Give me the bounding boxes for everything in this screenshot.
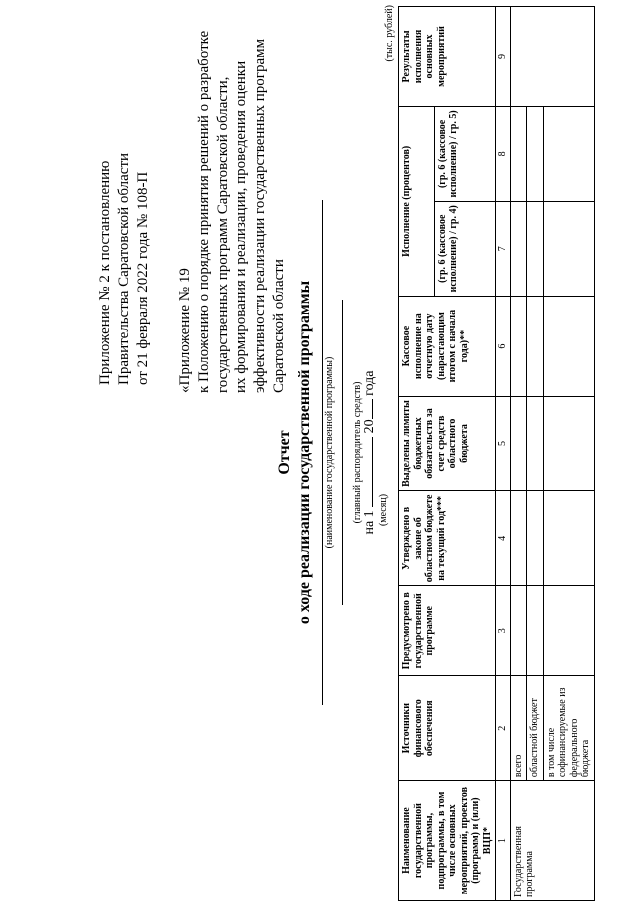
appendix-line: к Положению о порядке принятия решений о разработке <box>195 30 212 393</box>
row-source-total: всего <box>510 676 527 781</box>
report-subtitle: о ходе реализации государственной программы <box>296 280 313 625</box>
table-cell <box>543 491 594 586</box>
header-cash-execution: Кассовое исполнение на отчетную дату (нарастающим итогом с начала года)** <box>399 296 496 396</box>
header-execution-percent: Исполнение (процентов) <box>399 106 435 296</box>
report-period <box>362 0 378 905</box>
column-number: 6 <box>496 296 511 396</box>
table-cell <box>527 106 544 201</box>
year-blank <box>372 399 373 419</box>
table-cell <box>543 396 594 491</box>
header-results: Результаты исполнения основных мероприятий <box>399 7 496 107</box>
row-source-cofinanced: в том числе софинансируемые из федерального бюджета <box>543 676 594 781</box>
program-name-caption: (наименование государственной программы) <box>324 356 335 549</box>
table-cell <box>527 586 544 676</box>
row-program-name: Государственная программа <box>510 781 594 901</box>
table-cell <box>510 491 527 586</box>
distributor-line <box>342 300 343 605</box>
column-number: 4 <box>496 491 511 586</box>
header-program-name: Наименование государственной программы, подпрограммы, в том числе основных мероприятий, проектов (программ) и (или) ВЦП* <box>399 781 496 901</box>
appendix-line: эффективности реализации государственных программ <box>252 38 268 393</box>
table-cell <box>510 106 527 201</box>
header-approved: Утверждено в законе об областном бюджете на текущий год*** <box>399 491 496 586</box>
column-number: 1 <box>496 781 511 901</box>
annex-line: Правительства Саратовской области <box>115 152 132 385</box>
column-number: 3 <box>496 586 511 676</box>
table-cell <box>510 7 594 107</box>
table-cell <box>527 396 544 491</box>
table-cell <box>510 296 527 396</box>
report-title: Отчет <box>276 430 293 475</box>
unit-label: (тыс. рублей) <box>384 5 395 62</box>
appendix-line: Саратовской области <box>270 259 287 393</box>
appendix-line: государственных программ Саратовской области, <box>214 76 231 393</box>
table-cell <box>527 491 544 586</box>
annex-block <box>96 5 152 385</box>
header-limits: Выделены лимиты бюджетных обязательств за счет средств областного бюджета <box>399 396 496 491</box>
column-number: 7 <box>496 201 511 296</box>
table-cell <box>527 296 544 396</box>
annex-line: Приложение № 2 к постановлению <box>97 160 113 385</box>
column-number: 8 <box>496 106 511 201</box>
appendix-line: их формирования и реализации, проведения оценки <box>233 60 250 393</box>
period-suffix: года <box>362 370 377 396</box>
appendix-block <box>176 3 289 393</box>
annex-line: от 21 февраля 2022 года № 108-П <box>134 171 151 385</box>
column-number: 5 <box>496 396 511 491</box>
table-cell <box>543 201 594 296</box>
table-cell <box>543 586 594 676</box>
table-cell <box>527 201 544 296</box>
table-cell <box>543 296 594 396</box>
program-name-line <box>322 200 323 705</box>
column-number: 9 <box>496 7 511 107</box>
header-exec-gr5: (гр. 6 (кассовое исполнение) / гр. 5) <box>434 106 495 201</box>
header-exec-gr4: (гр. 6 (кассовое исполнение) / гр. 4) <box>434 201 495 296</box>
period-year: 20 <box>362 419 377 434</box>
report-table <box>398 6 595 901</box>
distributor-caption: (главный распорядитель средств) <box>352 381 363 524</box>
appendix-line: «Приложение № 19 <box>177 268 193 393</box>
table-cell <box>510 201 527 296</box>
table-cell <box>543 106 594 201</box>
table-cell <box>510 586 527 676</box>
period-prefix: на 1 <box>362 510 377 535</box>
table-cell <box>510 396 527 491</box>
row-source-regional: областной бюджет <box>527 676 544 781</box>
column-number: 2 <box>496 676 511 781</box>
header-planned: Предусмотрено в государственной программе <box>399 586 496 676</box>
month-caption: (месяц) <box>378 493 389 527</box>
month-blank <box>372 437 373 507</box>
header-sources: Источники финансового обеспечения <box>399 676 496 781</box>
